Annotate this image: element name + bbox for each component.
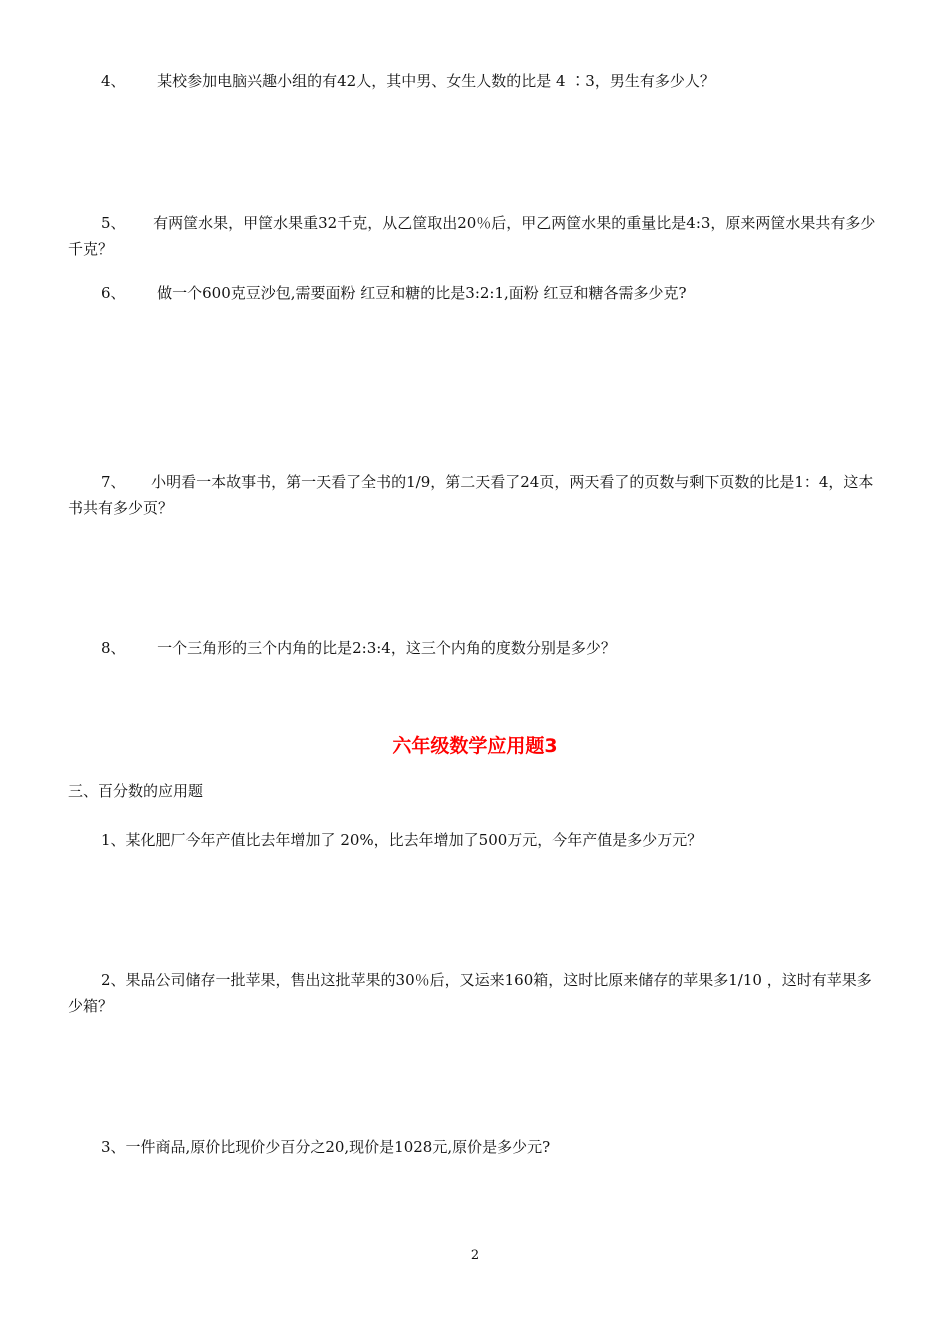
- question-b1: 1、某化肥厂今年产值比去年增加了 20%，比去年增加了500万元，今年产值是多少万元？: [101, 831, 703, 849]
- page-number: 2: [470, 1248, 480, 1263]
- section-subtitle: 三、百分数的应用题: [68, 782, 204, 800]
- question-4: [101, 70, 715, 92]
- section-title: 六年级数学应用题3: [392, 735, 558, 757]
- question-number: 4、: [101, 72, 126, 90]
- question-text: 有两筐水果，甲筐水果重32千克，从乙筐取出20％后，甲乙两筐水果的重量比是4:3，原来两筐水果共有多少千克？: [68, 214, 876, 258]
- question-7: [68, 469, 882, 521]
- question-text: 某校参加电脑兴趣小组的有42人，其中男、女生人数的比是 4 ∶3，男生有多少人？: [157, 72, 715, 90]
- question-number: 7、: [101, 473, 126, 491]
- question-number: 6、: [101, 284, 126, 302]
- question-b2: [68, 967, 882, 1019]
- question-b3: 3、一件商品,原价比现价少百分之20,现价是1028元,原价是多少元?: [101, 1138, 551, 1156]
- question-8: [101, 637, 616, 659]
- question-text: 2、果品公司储存一批苹果，售出这批苹果的30％后，又运来160箱，这时比原来储存的苹果多1/10 ，这时有苹果多少箱？: [68, 971, 872, 1015]
- question-text: 做一个600克豆沙包,需要面粉 红豆和糖的比是3:2:1,面粉 红豆和糖各需多少克?: [157, 284, 687, 302]
- question-number: 5、: [101, 214, 126, 232]
- question-text: 小明看一本故事书，第一天看了全书的1/9，第二天看了24页，两天看了的页数与剩下页数的比是1：4，这本书共有多少页？: [68, 473, 874, 517]
- question-6: [101, 282, 687, 304]
- question-5: [68, 210, 882, 262]
- question-number: 8、: [101, 639, 126, 657]
- question-text: 一个三角形的三个内角的比是2:3:4，这三个内角的度数分别是多少？: [157, 639, 616, 657]
